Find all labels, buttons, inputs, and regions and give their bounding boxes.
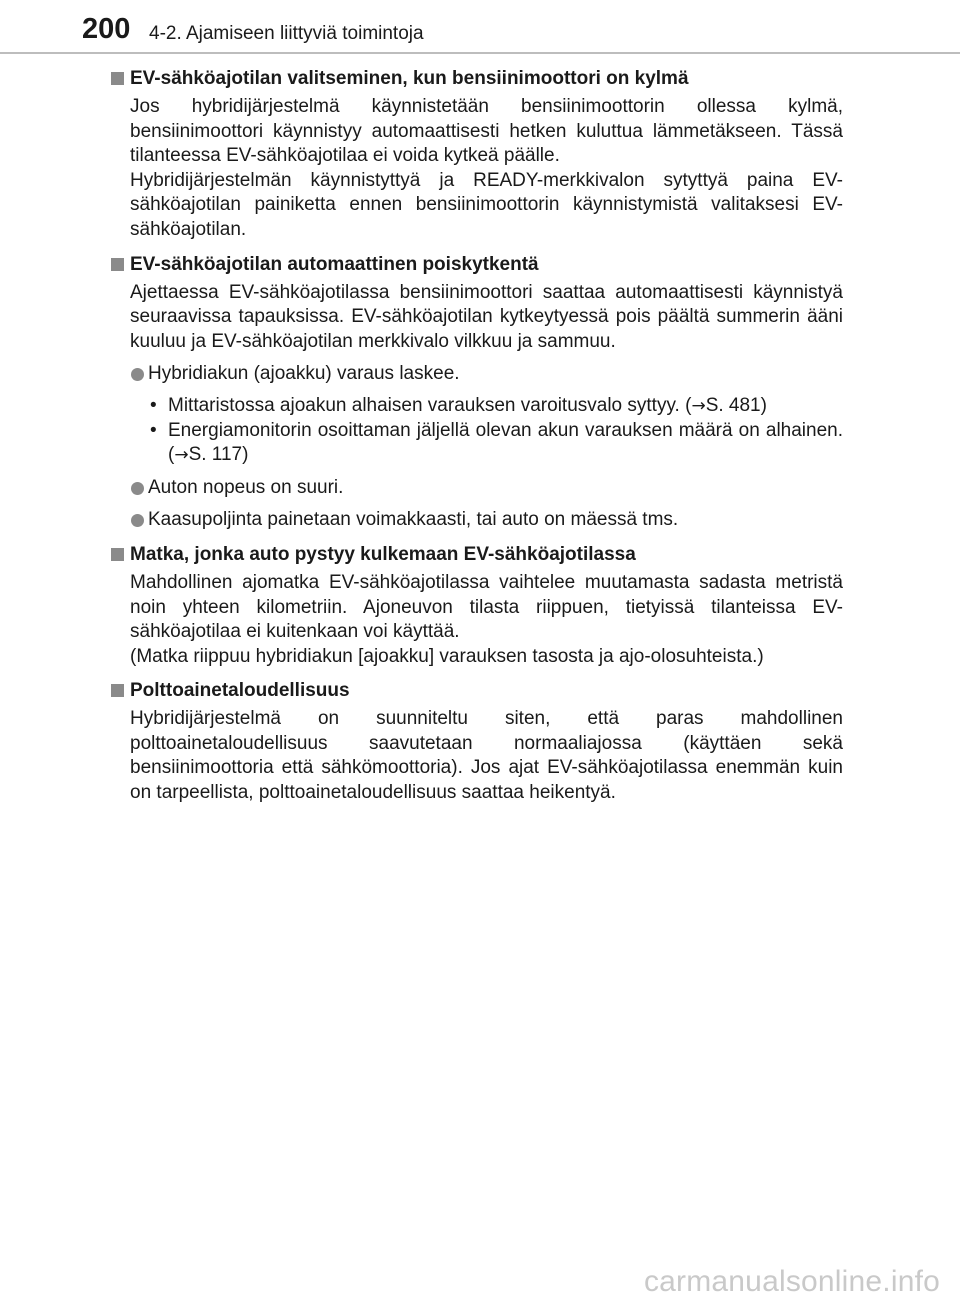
page-content: [110, 66, 843, 806]
section-heading-text: Matka, jonka auto pystyy kulkemaan EV-sähköajotilassa: [130, 543, 636, 565]
dot-bullet-icon: •: [150, 419, 157, 441]
watermark-logo[interactable]: carmanualsonline.info: [643, 1265, 940, 1298]
square-bullet-icon: [111, 684, 124, 697]
section-fuel-economy: [110, 678, 843, 805]
paragraph: Mahdollinen ajomatka EV-sähköajotilassa vaihtelee muutamasta sadasta metristä noin yhteen kilometriin. Ajoneuvon tilasta riippuen, tietyissä tilanteissa EV-sähköajotilaa ei kuitenkaan voi käyttää.: [130, 571, 843, 643]
page-reference: S. 481): [705, 394, 767, 416]
circle-bullet-icon: [131, 514, 144, 527]
list-item-text: Kaasupoljinta painetaan voimakkaasti, tai auto on mäessä tms.: [148, 509, 679, 531]
list-item: [110, 362, 843, 387]
circle-bullet-icon: [131, 482, 144, 495]
list-item-text: Hybridiakun (ajoakku) varaus laskee.: [148, 363, 460, 385]
sub-list-item-text: Mittaristossa ajoakun alhaisen varauksen varoitusvalo syttyy. (: [168, 394, 692, 416]
square-bullet-icon: [111, 72, 124, 85]
section-heading: [110, 542, 843, 568]
arrow-right-icon: →: [691, 395, 706, 416]
list-item: [110, 476, 843, 501]
chapter-title: 4-2. Ajamiseen liittyviä toimintoja: [149, 23, 424, 44]
circle-bullet-icon: [131, 368, 144, 381]
sub-list-item: [110, 394, 843, 419]
section-heading: [110, 252, 843, 278]
page-number: 200: [82, 13, 131, 45]
section-ev-auto-cancel: [110, 252, 843, 533]
page-reference: S. 117): [188, 444, 249, 466]
section-heading: [110, 66, 843, 92]
arrow-right-icon: →: [174, 445, 189, 466]
section-ev-distance: [110, 542, 843, 669]
dot-bullet-icon: •: [150, 394, 157, 416]
section-heading-text: EV-sähköajotilan valitseminen, kun bensiinimoottori on kylmä: [130, 68, 689, 89]
list-item-text: Auton nopeus on suuri.: [148, 476, 344, 498]
section-heading: [110, 678, 843, 704]
section-ev-cold-engine: [110, 66, 843, 243]
list-item: [110, 508, 843, 533]
square-bullet-icon: [111, 258, 124, 271]
paragraph: Jos hybridijärjestelmä käynnistetään bensiinimoottorin ollessa kylmä, bensiinimoottori käynnistyy automaattisesti hetken kuluttua lämmetäkseen. Tässä tilanteessa EV-sähköajotilaa ei voida kytkeä päälle.: [130, 96, 843, 167]
square-bullet-icon: [111, 548, 124, 561]
header-divider: [0, 52, 960, 54]
section-heading-text: Polttoainetaloudellisuus: [130, 680, 350, 702]
paragraph: Hybridijärjestelmän käynnistyttyä ja READY-merkkivalon sytyttyä paina EV-sähköajotilan painiketta ennen bensiinimoottorin käynnistymistä valitaksesi EV-sähköajotilan.: [130, 169, 843, 240]
sub-list-item-text: Energiamonitorin osoittaman jäljellä olevan akun varauksen määrä on alhainen. (: [168, 419, 843, 466]
page-header: [0, 0, 960, 58]
paragraph: Ajettaessa EV-sähköajotilassa bensiinimoottori saattaa automaattisesti käynnistyä seuraavissa tapauksissa. EV-sähköajotilan kytkeytyessä pois päältä summerin ääni kuuluu ja EV-sähköajotilan merkkivalo vilkkuu ja sammuu.: [130, 281, 843, 352]
section-heading-text: EV-sähköajotilan automaattinen poiskytkentä: [130, 253, 539, 275]
paragraph: Hybridijärjestelmä on suunniteltu siten, että paras mahdollinen polttoainetaloudellisuus saavutetaan normaaliajossa (käyttäen sekä bensiinimoottoria että sähkömoottoria). Jos ajat EV-sähköajotilassa enemmän kuin on tarpeellista, polttoainetaloudellisuus saattaa heikentyä.: [130, 708, 843, 804]
paragraph: (Matka riippuu hybridiakun [ajoakku] varauksen tasosta ja ajo-olosuhteista.): [130, 645, 764, 667]
sub-list-item: [110, 419, 843, 468]
